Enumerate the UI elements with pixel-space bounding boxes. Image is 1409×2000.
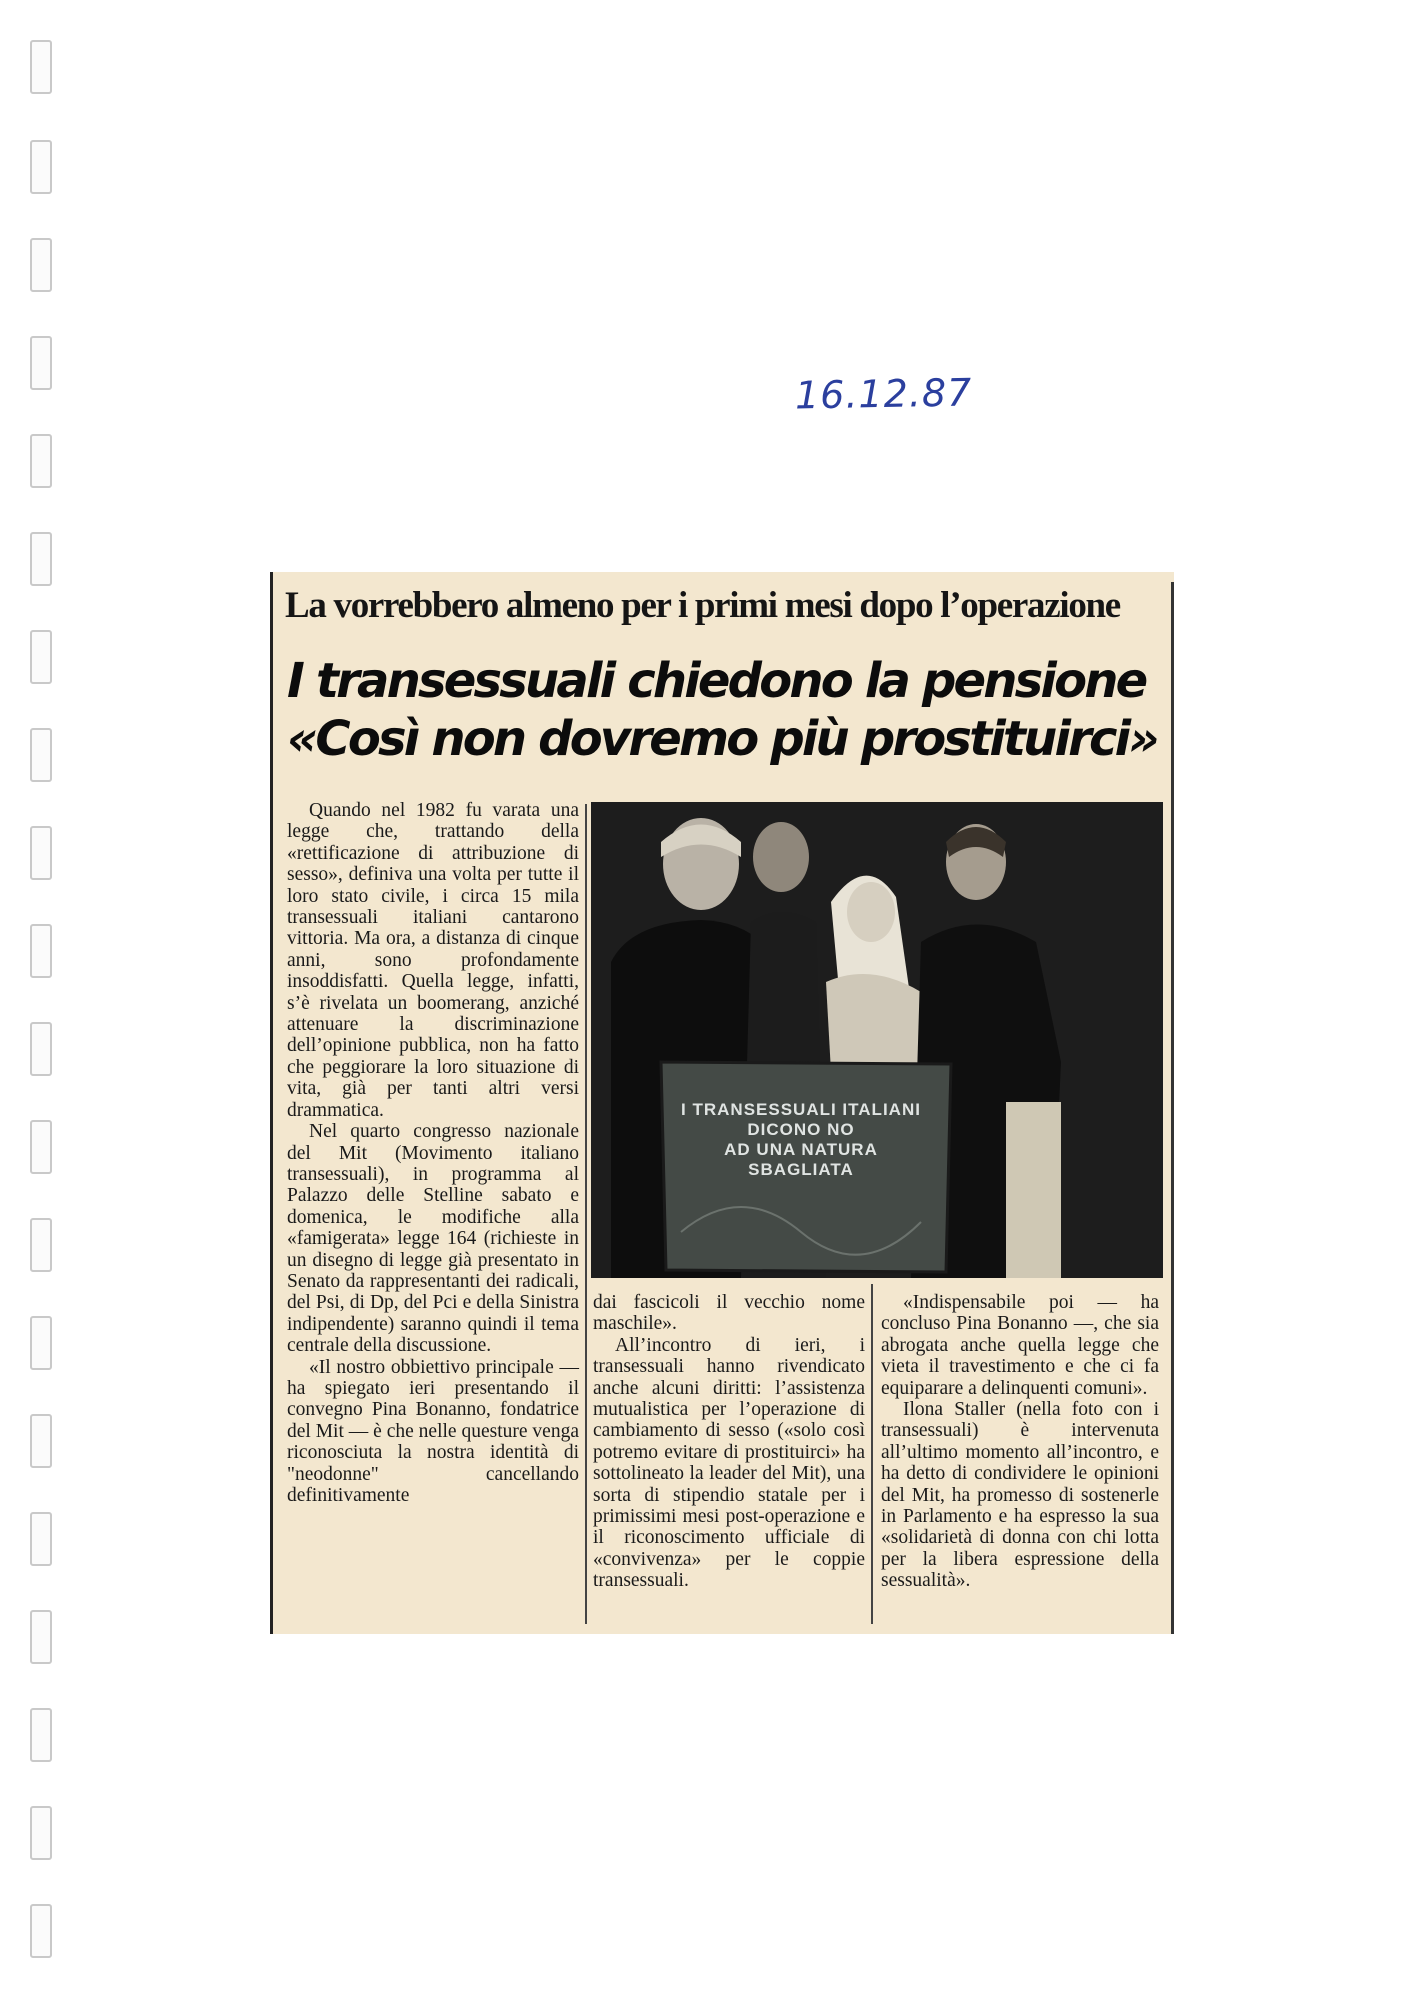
newspaper-clipping bbox=[270, 572, 1174, 1634]
binder-holes bbox=[30, 0, 54, 2000]
banner-text: AD UNA NATURA bbox=[724, 1140, 878, 1159]
banner-text: SBAGLIATA bbox=[748, 1160, 854, 1179]
banner-text: I TRANSESSUALI ITALIANI bbox=[681, 1100, 921, 1119]
binder-hole bbox=[30, 1218, 52, 1272]
binder-hole bbox=[30, 1414, 52, 1468]
paragraph: Ilona Staller (nella foto con i transessuali) è intervenuta all’ultimo momento all’incontro, e ha detto di condividere le opinioni del Mit, ha promesso di sostenerle in Parlamento e ha espresso la sua «solidarietà di donna con chi lotta per la libera espressione della sessualità». bbox=[881, 1399, 1159, 1592]
paragraph: dai fascicoli il vecchio nome maschile». bbox=[593, 1292, 865, 1335]
binder-hole bbox=[30, 1708, 52, 1762]
article-column-2 bbox=[593, 1292, 865, 1592]
binder-hole bbox=[30, 1316, 52, 1370]
binder-hole bbox=[30, 1610, 52, 1664]
paragraph: All’incontro di ieri, i transessuali hanno rivendicato anche alcuni diritti: l’assistenza mutualistica per l’operazione di cambiamento di sesso («solo così potremo evitare di prostituirci» ha sottolineato la leader del Mit), una sorta di stipendio statale per i primissimi mesi post-operazione e il riconoscimento ufficiale di «convivenza» per le coppie transessuali. bbox=[593, 1334, 865, 1592]
article-headline bbox=[287, 652, 1157, 768]
binder-hole bbox=[30, 1022, 52, 1076]
banner-text: DICONO NO bbox=[747, 1120, 855, 1139]
binder-hole bbox=[30, 630, 52, 684]
news-photo bbox=[591, 802, 1163, 1278]
binder-hole bbox=[30, 238, 52, 292]
binder-hole bbox=[30, 924, 52, 978]
photo-illustration bbox=[591, 802, 1163, 1278]
paragraph: «Il nostro obbiettivo principale — ha spiegato ieri presentando il convegno Pina Bonanno, fondatrice del Mit — è che nelle questure venga riconosciuta la nostra identità di "neodonne" cancellando definitivamente bbox=[287, 1356, 579, 1506]
binder-hole bbox=[30, 1120, 52, 1174]
binder-hole bbox=[30, 1806, 52, 1860]
binder-hole bbox=[30, 140, 52, 194]
binder-hole bbox=[30, 40, 52, 94]
binder-hole bbox=[30, 336, 52, 390]
headline-line-2: «Così non dovremo più prostituirci» bbox=[287, 711, 1157, 767]
column-rule bbox=[871, 1284, 873, 1624]
paragraph: Quando nel 1982 fu varata una legge che, trattando della «rettificazione di attribuzione di sesso», definiva una volta per tutte il loro stato civile, i circa 15 mila transessuali italiani cantarono vittoria. Ma ora, a distanza di cinque anni, sono profondamente insoddisfatti. Quella legge, infatti, s’è rivelata un boomerang, anziché attenuare la discriminazione dell’opinione pubblica, non ha fatto che peggiorare la loro situazione di vita, già per tanti altri versi drammatica. bbox=[287, 800, 579, 1121]
column-rule bbox=[585, 804, 587, 1624]
headline-line-1: I transessuali chiedono la pensione bbox=[287, 653, 1146, 709]
binder-hole bbox=[30, 1512, 52, 1566]
binder-hole bbox=[30, 826, 52, 880]
article-column-1 bbox=[287, 800, 579, 1506]
binder-hole bbox=[30, 728, 52, 782]
handwritten-date: 16.12.87 bbox=[794, 370, 973, 418]
paragraph: «Indispensabile poi — ha concluso Pina Bonanno —, che sia abrogata anche quella legge che vieta il travestimento e che ci fa equiparare a delinquenti comuni». bbox=[881, 1292, 1159, 1399]
binder-hole bbox=[30, 532, 52, 586]
paragraph: Nel quarto congresso nazionale del Mit (Movimento italiano transessuali), in programma al Palazzo delle Stelline sabato e domenica, le modifiche alla «famigerata» legge 164 (richieste in un disegno di legge già presentato in Senato da rappresentanti dei radicali, del Psi, di Dp, del Pci e della Sinistra indipendente) saranno quindi il tema centrale della discussione. bbox=[287, 1121, 579, 1357]
binder-hole bbox=[30, 434, 52, 488]
article-column-3 bbox=[881, 1292, 1159, 1592]
article-kicker: La vorrebbero almeno per i primi mesi dopo l’operazione bbox=[285, 585, 1120, 626]
binder-hole bbox=[30, 1904, 52, 1958]
